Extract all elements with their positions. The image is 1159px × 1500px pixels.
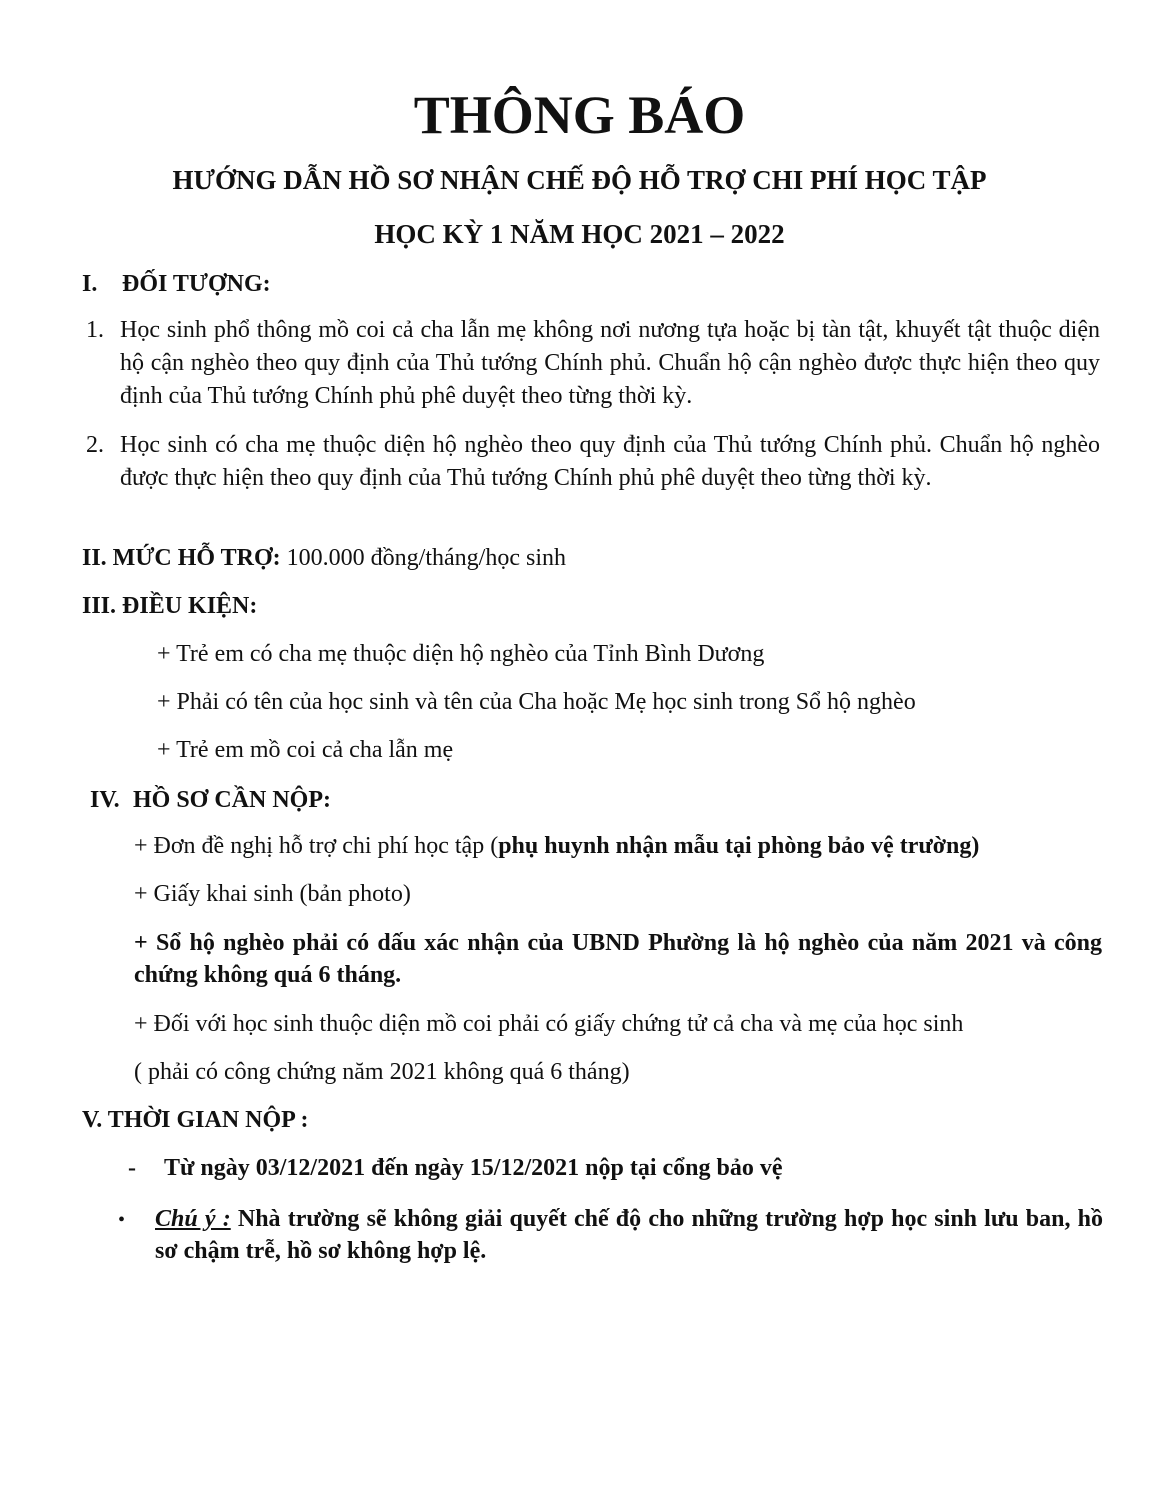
section5-note — [155, 1203, 1103, 1267]
section5-dash: - — [128, 1155, 136, 1181]
section1-item-2 — [86, 429, 1100, 495]
note-label: Chú ý : — [155, 1206, 231, 1232]
section4-item-2: + Giấy khai sinh (bản photo) — [134, 881, 411, 907]
section3-item-2: + Phải có tên của học sinh và tên của Cha hoặc Mẹ học sinh trong Sổ hộ nghèo — [157, 689, 916, 715]
section1-item-1-text: Học sinh phổ thông mồ coi cả cha lẫn mẹ không nơi nương tựa hoặc bị tàn tật, khuyết tật thuộc diện hộ cận nghèo theo quy định của Thủ tướng Chính phủ. Chuẩn hộ cận nghèo được thực hiện theo quy định của Thủ tướng Chính phủ phê duyệt theo từng thời kỳ. — [120, 317, 1100, 409]
section4-item-1 — [134, 830, 979, 862]
note-text: Nhà trường sẽ không giải quyết chế độ cho những trường hợp học sinh lưu ban, hồ sơ chậm trễ, hồ sơ không hợp lệ. — [155, 1206, 1103, 1264]
section4-item-5: ( phải có công chứng năm 2021 không quá 6 tháng) — [134, 1059, 630, 1085]
section1-heading — [82, 268, 271, 300]
section1-item-1-marker: 1. — [86, 317, 104, 343]
section1-title: ĐỐI TƯỢNG: — [122, 271, 271, 297]
document-title: THÔNG BÁO — [413, 85, 746, 145]
section4-item-1-normal: + Đơn đề nghị hỗ trợ chi phí học tập ( — [134, 833, 499, 859]
section2-value: 100.000 đồng/tháng/học sinh — [280, 545, 566, 571]
section2-heading: II. MỨC HỖ TRỢ: — [82, 545, 281, 571]
document-subtitle-line1: HƯỚNG DẪN HỒ SƠ NHẬN CHẾ ĐỘ HỖ TRỢ CHI PHÍ HỌC TẬP — [172, 165, 987, 195]
section1-item-1 — [86, 314, 1100, 413]
section4-title: HỒ SƠ CẦN NỘP: — [133, 787, 331, 813]
section4-heading — [90, 784, 331, 816]
section3-heading: III. ĐIỀU KIỆN: — [82, 593, 258, 619]
section3-item-1: + Trẻ em có cha mẹ thuộc diện hộ nghèo của Tỉnh Bình Dương — [157, 641, 765, 667]
section1-item-2-text: Học sinh có cha mẹ thuộc diện hộ nghèo theo quy định của Thủ tướng Chính phủ. Chuẩn hộ nghèo được thực hiện theo quy định của Thủ tướng Chính phủ phê duyệt theo từng thời kỳ. — [120, 432, 1100, 491]
section3-item-3: + Trẻ em mồ coi cả cha lẫn mẹ — [157, 737, 454, 763]
section1-number: I. — [82, 271, 98, 297]
section5-time: Từ ngày 03/12/2021 đến ngày 15/12/2021 nộp tại cổng bảo vệ — [164, 1155, 783, 1181]
document-subtitle-line2: HỌC KỲ 1 NĂM HỌC 2021 – 2022 — [374, 219, 785, 249]
section4-item-1-bold: phụ huynh nhận mẫu tại phòng bảo vệ trường) — [498, 833, 980, 859]
section4-item-3: + Sổ hộ nghèo phải có dấu xác nhận của UBND Phường là hộ nghèo của năm 2021 và công chứng không quá 6 tháng. — [134, 930, 1102, 988]
section4-number: IV. — [90, 787, 120, 813]
note-bullet: • — [118, 1209, 126, 1231]
section5-heading: V. THỜI GIAN NỘP : — [82, 1107, 309, 1133]
section1-item-2-marker: 2. — [86, 432, 104, 458]
section4-item-4: + Đối với học sinh thuộc diện mồ coi phải có giấy chứng tử cả cha và mẹ của học sinh — [134, 1011, 964, 1037]
section2-line — [82, 542, 566, 574]
